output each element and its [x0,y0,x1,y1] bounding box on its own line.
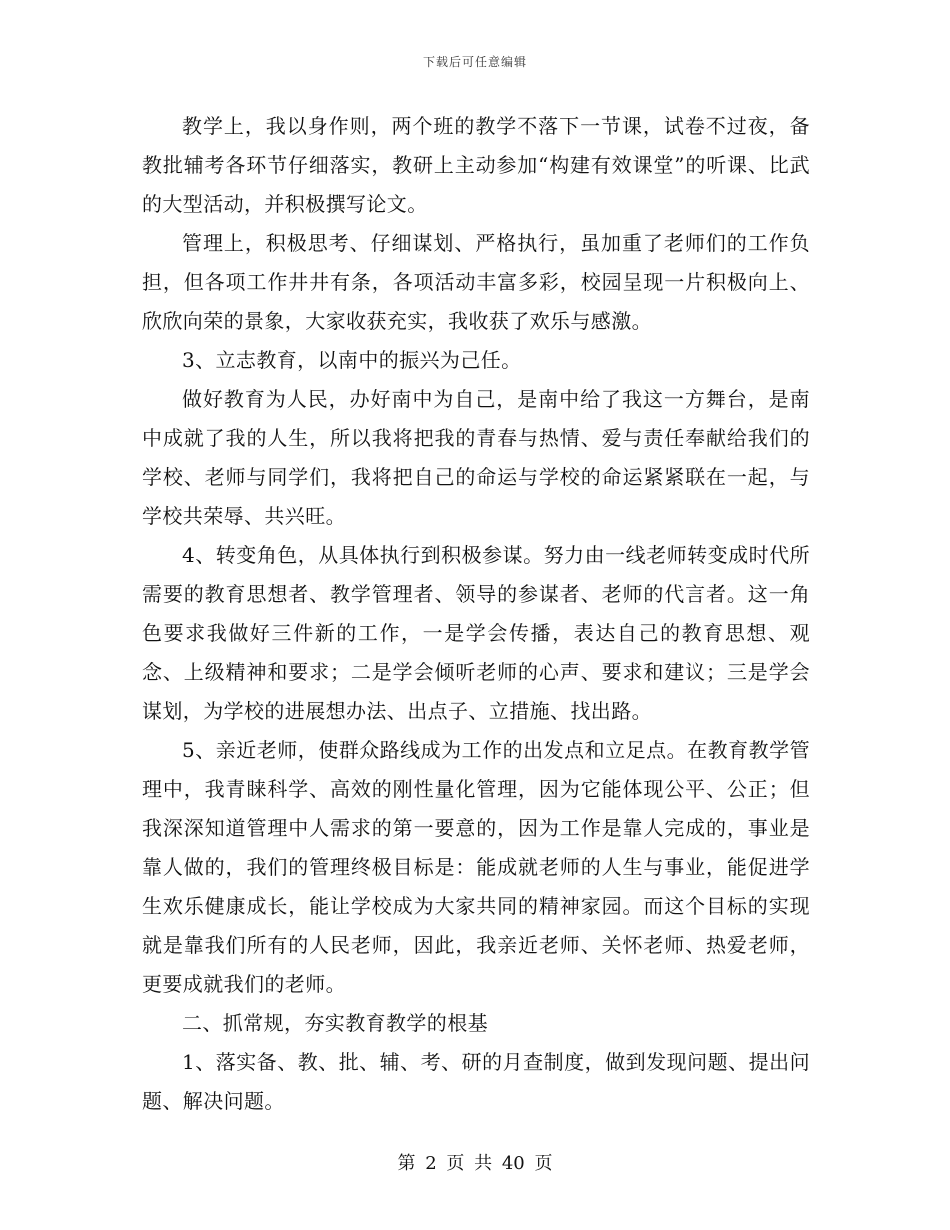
section-heading-2: 二、抓常规，夯实教育教学的根基 [182,1011,488,1035]
page-number: 第 2 页 共 40 页 [397,1153,553,1174]
paragraph-teaching: 教学上，我以身作则，两个班的教学不落下一节课，试卷不过夜，备教批辅考各环节仔细落实，教研上主动参加“构建有效课堂”的听课、比武的大型活动，并积极撰写论文。 [142,114,810,216]
page-header: 下载后可任意编辑 [422,55,527,69]
paragraph-item-4: 4、转变角色，从具体执行到积极参谋。努力由一线老师转变成时代所需要的教育思想者、教学管理者、领导的参谋者、老师的代言者。这一角色要求我做好三件新的工作，一是学会传播，表达自己的教育思想、观念、上级精神和要求；二是学会倾听老师的心声、要求和建议；三是学会谋划，为学校的进展想办法、出点子、立措施、找出路。 [142,543,810,723]
paragraph-item-5: 5、亲近老师，使群众路线成为工作的出发点和立足点。在教育教学管理中，我青睐科学、高效的刚性量化管理，因为它能体现公平、公正；但我深深知道管理中人需求的第一要意的，因为工作是靠人完成的，事业是靠人做的，我们的管理终极目标是：能成就老师的人生与事业，能促进学生欢乐健康成长，能让学校成为大家共同的精神家园。而这个目标的实现就是靠我们所有的人民老师，因此，我亲近老师、关怀老师、热爱老师，更要成就我们的老师。 [142,738,810,996]
paragraph-section-2-item-1: 1、落实备、教、批、辅、考、研的月查制度，做到发现问题、提出问题、解决问题。 [142,1050,810,1113]
paragraph-dedication: 做好教育为人民，办好南中为自己，是南中给了我这一方舞台，是南中成就了我的人生，所以我将把我的青春与热情、爱与责任奉献给我们的学校、老师与同学们，我将把自己的命运与学校的命运紧紧联在一起，与学校共荣辱、共兴旺。 [142,387,810,528]
document-body [142,107,810,1121]
paragraph-management: 管理上，积极思考、仔细谋划、严格执行，虽加重了老师们的工作负担，但各项工作井井有条，各项活动丰富多彩，校园呈现一片积极向上、欣欣向荣的景象，大家收获充实，我收获了欢乐与感激。 [142,231,810,333]
paragraph-item-3: 3、立志教育，以南中的振兴为己任。 [182,348,522,372]
